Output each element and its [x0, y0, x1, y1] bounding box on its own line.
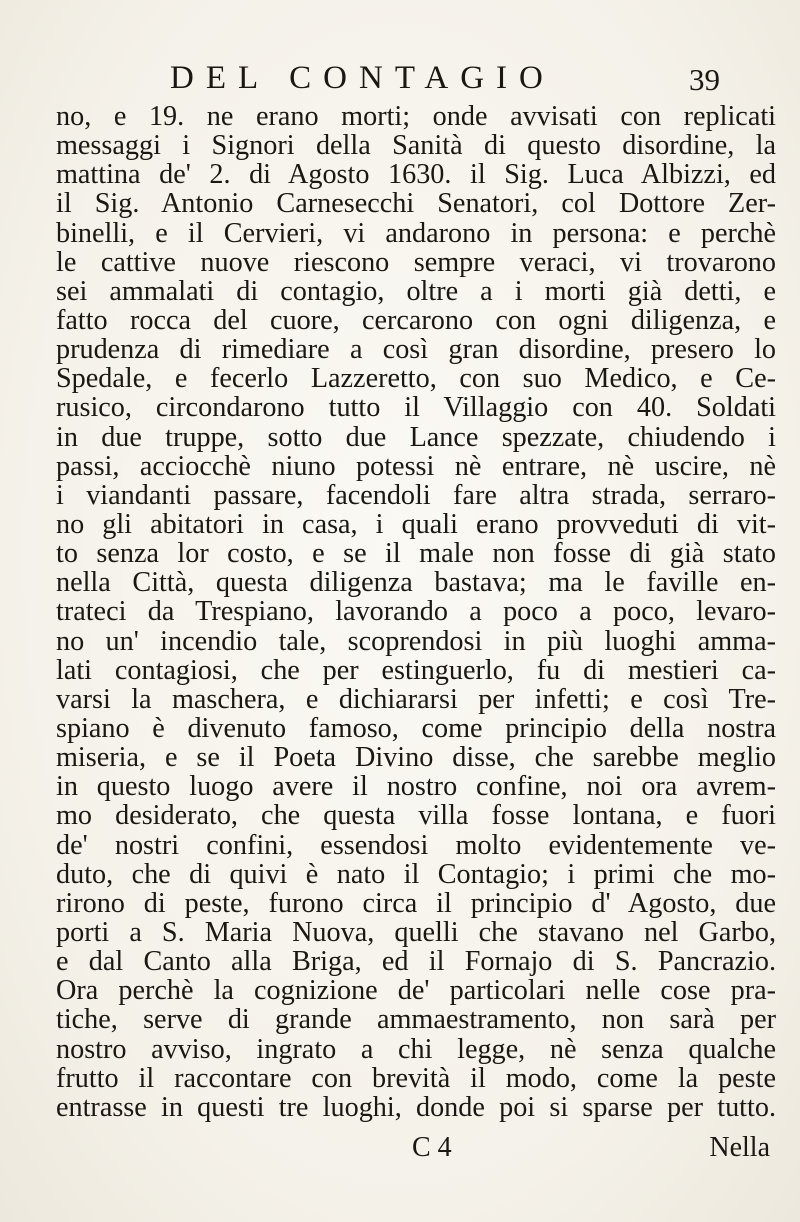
text-line: fatto rocca del cuore, cercarono con ogni diligenza, e [56, 304, 776, 336]
text-line: Spedale, e fecerlo Lazzeretto, con suo Medico, e Ce- [56, 363, 776, 395]
text-line: frutto il raccontare con brevità il modo, come la peste [56, 1062, 776, 1094]
text-line: binelli, e il Cervieri, vi andarono in persona: e perchè [56, 217, 776, 249]
body-text [56, 102, 776, 1122]
page-number: 39 [689, 62, 720, 97]
page-footer [56, 1132, 776, 1164]
text-line: nella Città, questa diligenza bastava; ma le faville en- [56, 567, 776, 599]
text-line: lati contagiosi, che per estinguerlo, fu di mestieri ca- [56, 654, 776, 686]
text-line: rirono di peste, furono circa il principio d' Agosto, due [56, 887, 776, 919]
text-line: le cattive nuove riescono sempre veraci, vi trovarono [56, 246, 776, 278]
text-line: prudenza di rimediare a così gran disordine, presero lo [56, 334, 776, 366]
text-line: nostro avviso, ingrato a chi legge, nè senza qualche [56, 1033, 776, 1065]
text-line: in due truppe, sotto due Lance spezzate, chiudendo i [56, 421, 776, 453]
page-header [170, 60, 730, 100]
text-line: duto, che di quivi è nato il Contagio; i primi che mo- [56, 858, 776, 890]
text-line: de' nostri confini, essendosi molto evidentemente ve- [56, 829, 776, 861]
text-line: il Sig. Antonio Carnesecchi Senatori, col Dottore Zer- [56, 188, 776, 220]
text-line: mattina de' 2. di Agosto 1630. il Sig. Luca Albizzi, ed [56, 159, 776, 191]
text-line: no, e 19. ne erano morti; onde avvisati con replicati [56, 101, 776, 132]
text-line: porti a S. Maria Nuova, quelli che stavano nel Garbo, [56, 916, 776, 948]
text-line: Ora perchè la cognizione de' particolari nelle cose pra- [56, 975, 776, 1007]
text-line: miseria, e se il Poeta Divino disse, che sarebbe meglio [56, 742, 776, 774]
running-title: DEL CONTAGIO [170, 60, 555, 96]
text-line: no un' incendio tale, scoprendosi in più luoghi amma- [56, 625, 776, 657]
text-line: mo desiderato, che questa villa fosse lontana, e fuori [56, 800, 776, 832]
text-line: e dal Canto alla Briga, ed il Fornajo di S. Pancrazio. [56, 946, 776, 978]
signature-mark: C 4 [412, 1132, 452, 1163]
text-line: in questo luogo avere il nostro confine, noi ora avrem- [56, 771, 776, 803]
text-line: passi, acciocchè niuno potessi nè entrare, nè uscire, nè [56, 450, 776, 482]
text-line: entrasse in questi tre luoghi, donde poi si sparse per tutto. [56, 1091, 776, 1123]
text-line: rusico, circondarono tutto il Villaggio con 40. Soldati [56, 392, 776, 424]
text-line: messaggi i Signori della Sanità di questo disordine, la [56, 130, 776, 162]
text-line: no gli abitatori in casa, i quali erano provveduti di vit- [56, 508, 776, 540]
catchword: Nella [709, 1132, 770, 1163]
text-line: sei ammalati di contagio, oltre a i morti già detti, e [56, 275, 776, 307]
text-line: spiano è divenuto famoso, come principio della nostra [56, 712, 776, 744]
text-line: i viandanti passare, facendoli fare altra strada, serraro- [56, 479, 776, 511]
text-line: to senza lor costo, e se il male non fosse di già stato [56, 538, 776, 570]
text-line: varsi la maschera, e dichiararsi per infetti; e così Tre- [56, 683, 776, 715]
text-line: tiche, serve di grande ammaestramento, non sarà per [56, 1004, 776, 1036]
text-line: trateci da Trespiano, lavorando a poco a poco, levaro- [56, 596, 776, 628]
